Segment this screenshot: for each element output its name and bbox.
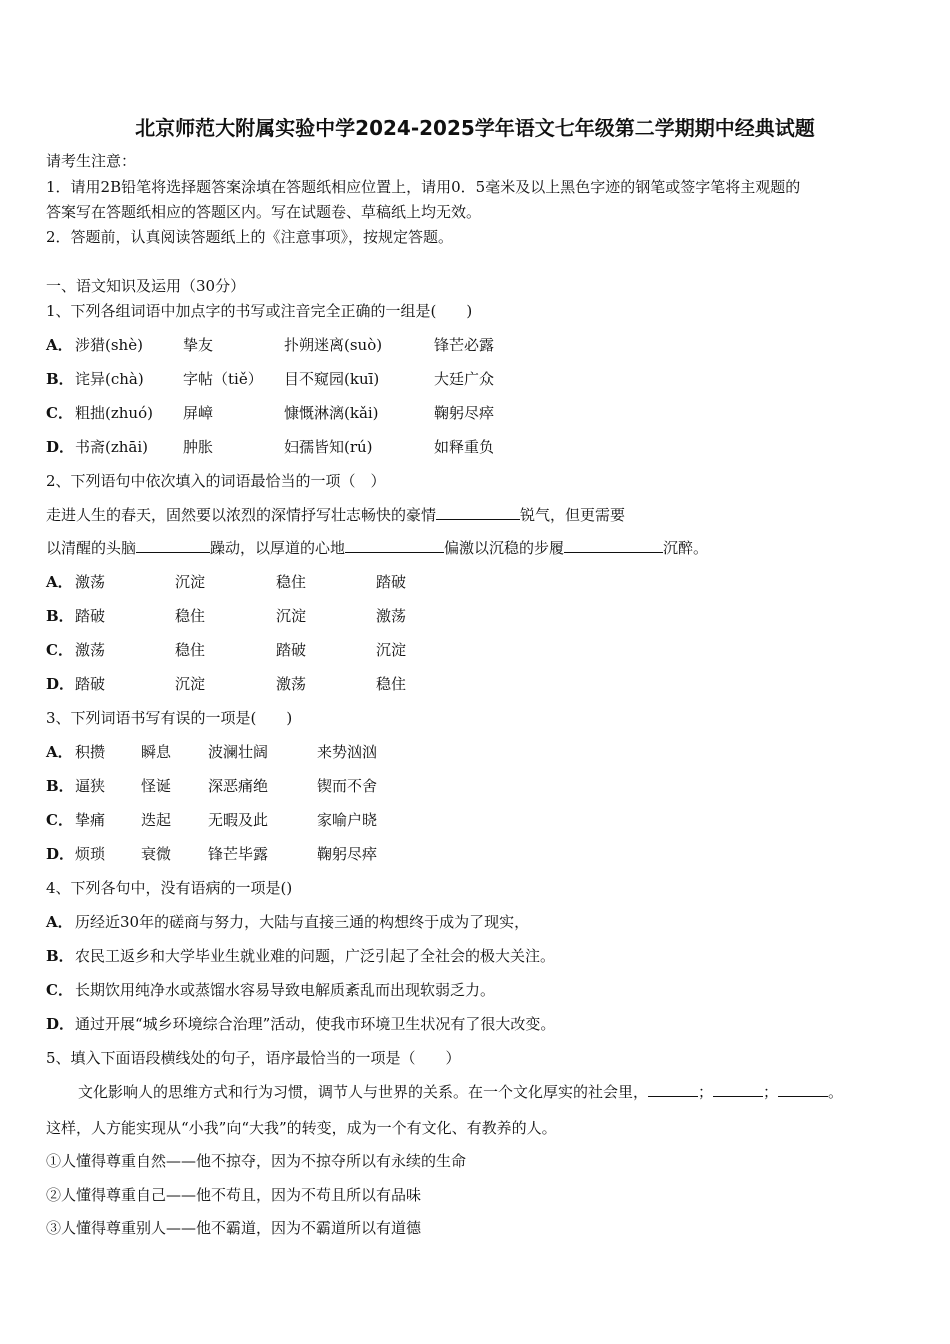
section-heading: 一、语文知识及运用（30分） bbox=[46, 277, 246, 295]
option-word: 逼狭 bbox=[75, 777, 106, 795]
question-1-stem: 1、下列各组词语中加点字的书写或注音完全正确的一组是( ) bbox=[46, 302, 473, 320]
option-word: 积攒 bbox=[75, 743, 106, 761]
option-word: 挚痛 bbox=[75, 811, 106, 829]
option-label: A． bbox=[46, 573, 73, 591]
option-text: 长期饮用纯净水或蒸馏水容易导致电解质紊乱而出现软弱乏力。 bbox=[75, 981, 496, 999]
fill-blank bbox=[564, 538, 663, 553]
option-word: 激荡 bbox=[376, 607, 407, 625]
option-word: 字帖（tiě） bbox=[183, 370, 263, 388]
option-word: 稳住 bbox=[175, 607, 206, 625]
question-2-stem: 2、下列语句中依次填入的词语最恰当的一项（ ） bbox=[46, 472, 386, 490]
option-word: 激荡 bbox=[75, 573, 106, 591]
notice-line-3: 2．答题前，认真阅读答题纸上的《注意事项》，按规定答题。 bbox=[46, 228, 454, 246]
option-word: 波澜壮阔 bbox=[208, 743, 269, 761]
question-5-paragraph-2: 这样，人方能实现从“小我”向“大我”的转变，成为一个有文化、有教养的人。 bbox=[46, 1119, 557, 1137]
option-label: D． bbox=[46, 675, 75, 693]
question-2-sentence-1 bbox=[46, 505, 625, 525]
separator: 。 bbox=[828, 1083, 844, 1101]
exam-title: 北京师范大附属实验中学2024-2025学年语文七年级第二学期期中经典试题 bbox=[135, 116, 815, 140]
option-text: 历经近30年的磋商与努力，大陆与直接三通的构想终于成为了现实， bbox=[75, 913, 530, 931]
option-label: B． bbox=[46, 607, 74, 625]
fill-blank bbox=[345, 538, 444, 553]
question-3-stem: 3、下列词语书写有误的一项是( ) bbox=[46, 709, 293, 727]
option-label: D． bbox=[46, 438, 75, 456]
option-label: D． bbox=[46, 845, 75, 863]
option-word: 妇孺皆知(rú) bbox=[284, 438, 373, 456]
option-word: 如释重负 bbox=[434, 438, 495, 456]
notice-line-1: 1．请用2B铅笔将选择题答案涂填在答题纸相应位置上，请用0．5毫米及以上黑色字迹的钢笔或签字笔将主观题的 bbox=[46, 178, 801, 196]
option-text: 通过开展“城乡环境综合治理”活动，使我市环境卫生状况有了很大改变。 bbox=[75, 1015, 556, 1033]
option-word: 稳住 bbox=[175, 641, 206, 659]
question-5-item-1: ①人懂得尊重自然——他不掠夺，因为不掠夺所以有永续的生命 bbox=[46, 1152, 467, 1170]
option-label: C． bbox=[46, 811, 73, 829]
option-word: 屏嶂 bbox=[183, 404, 214, 422]
option-word: 锋芒毕露 bbox=[208, 845, 269, 863]
option-word: 肿胀 bbox=[183, 438, 214, 456]
option-word: 鞠躬尽瘁 bbox=[317, 845, 378, 863]
option-word: 粗拙(zhuó) bbox=[75, 404, 153, 422]
sentence-text: 锐气，但更需要 bbox=[520, 506, 626, 524]
option-word: 稳住 bbox=[376, 675, 407, 693]
option-label: A． bbox=[46, 336, 73, 354]
option-word: 踏破 bbox=[75, 675, 106, 693]
option-label: B． bbox=[46, 947, 74, 965]
option-word: 目不窥园(kuī) bbox=[284, 370, 380, 388]
question-5-item-2: ②人懂得尊重自己——他不苟且，因为不苟且所以有品味 bbox=[46, 1186, 422, 1204]
option-word: 涉猎(shè) bbox=[75, 336, 143, 354]
option-word: 激荡 bbox=[75, 641, 106, 659]
option-word: 深恶痛绝 bbox=[208, 777, 269, 795]
option-word: 来势汹汹 bbox=[317, 743, 378, 761]
notice-heading: 请考生注意： bbox=[46, 152, 137, 170]
option-word: 扑朔迷离(suò) bbox=[284, 336, 383, 354]
option-label: C． bbox=[46, 981, 73, 999]
option-word: 无暇及此 bbox=[208, 811, 269, 829]
sentence-text: 走进人生的春天，固然要以浓烈的深情抒写壮志畅快的豪情 bbox=[46, 506, 437, 524]
option-word: 迭起 bbox=[141, 811, 172, 829]
option-label: C． bbox=[46, 641, 73, 659]
fill-blank bbox=[136, 538, 210, 553]
paragraph-text: 文化影响人的思维方式和行为习惯，调节人与世界的关系。在一个文化厚实的社会里， bbox=[78, 1083, 649, 1101]
option-word: 怪诞 bbox=[141, 777, 172, 795]
option-word: 锲而不舍 bbox=[317, 777, 378, 795]
option-label: A． bbox=[46, 913, 73, 931]
question-5-paragraph-1 bbox=[78, 1082, 843, 1102]
option-word: 稳住 bbox=[276, 573, 307, 591]
fill-blank bbox=[436, 505, 520, 520]
sentence-text: 沉醉。 bbox=[663, 539, 709, 557]
option-text: 农民工返乡和大学毕业生就业难的问题，广泛引起了全社会的极大关注。 bbox=[75, 947, 556, 965]
option-word: 衰微 bbox=[141, 845, 172, 863]
option-word: 瞬息 bbox=[141, 743, 172, 761]
question-5-item-3: ③人懂得尊重别人——他不霸道，因为不霸道所以有道德 bbox=[46, 1219, 422, 1237]
option-label: B． bbox=[46, 777, 74, 795]
option-label: D． bbox=[46, 1015, 75, 1033]
fill-blank bbox=[648, 1082, 698, 1097]
option-word: 大廷广众 bbox=[434, 370, 495, 388]
option-word: 沉淀 bbox=[175, 675, 206, 693]
sentence-text: 以清醒的头脑 bbox=[46, 539, 137, 557]
sentence-text: 躁动，以厚道的心地 bbox=[210, 539, 346, 557]
option-word: 激荡 bbox=[276, 675, 307, 693]
option-word: 踏破 bbox=[276, 641, 307, 659]
option-word: 鞠躬尽瘁 bbox=[434, 404, 495, 422]
option-label: B． bbox=[46, 370, 74, 388]
option-word: 诧异(chà) bbox=[75, 370, 144, 388]
option-word: 家喻户晓 bbox=[317, 811, 378, 829]
question-5-stem: 5、填入下面语段横线处的句子，语序最恰当的一项是（ ） bbox=[46, 1049, 461, 1067]
option-word: 挚友 bbox=[183, 336, 214, 354]
notice-line-2: 答案写在答题纸相应的答题区内。写在试题卷、草稿纸上均无效。 bbox=[46, 203, 482, 221]
separator: ； bbox=[698, 1083, 714, 1101]
question-2-sentence-2 bbox=[46, 538, 708, 558]
option-label: A． bbox=[46, 743, 73, 761]
option-word: 踏破 bbox=[376, 573, 407, 591]
option-word: 沉淀 bbox=[376, 641, 407, 659]
option-label: C． bbox=[46, 404, 73, 422]
sentence-text: 偏激以沉稳的步履 bbox=[444, 539, 565, 557]
option-word: 烦琐 bbox=[75, 845, 106, 863]
option-word: 慷慨淋漓(kǎi) bbox=[284, 404, 379, 422]
option-word: 书斋(zhāi) bbox=[75, 438, 149, 456]
option-word: 踏破 bbox=[75, 607, 106, 625]
fill-blank bbox=[713, 1082, 763, 1097]
question-4-stem: 4、下列各句中，没有语病的一项是() bbox=[46, 879, 293, 897]
option-word: 锋芒必露 bbox=[434, 336, 495, 354]
option-word: 沉淀 bbox=[175, 573, 206, 591]
separator: ； bbox=[763, 1083, 779, 1101]
option-word: 沉淀 bbox=[276, 607, 307, 625]
fill-blank bbox=[778, 1082, 828, 1097]
